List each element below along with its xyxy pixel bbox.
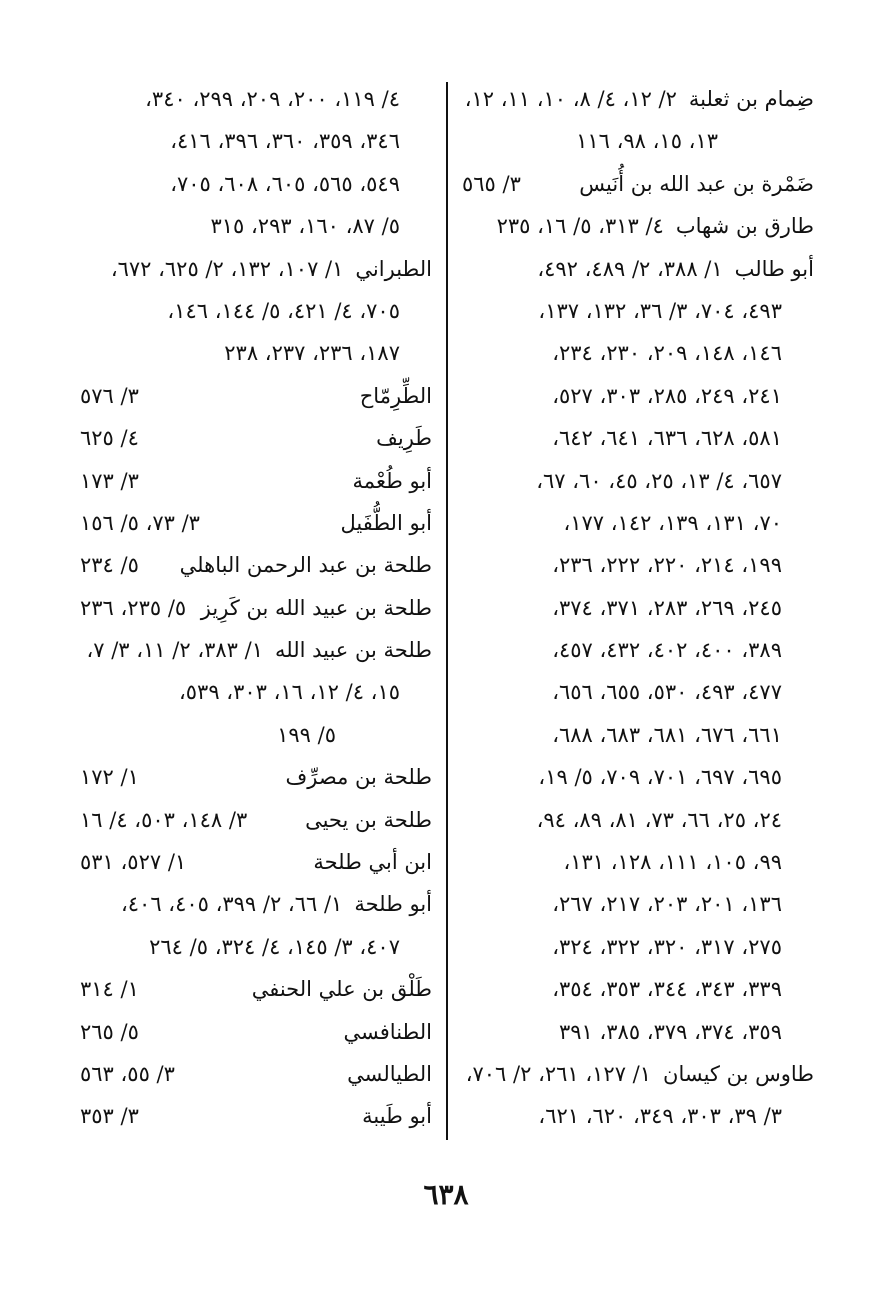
index-continuation-line: ٢٤١، ٢٤٩، ٢٨٥، ٣٠٣، ٥٢٧،: [552, 383, 782, 408]
index-continuation-line: ٣٥٩، ٣٧٤، ٣٧٩، ٣٨٥، ٣٩١: [558, 1019, 782, 1044]
entry-references: ٣/ ٥٧٦: [80, 383, 139, 408]
entry-name: الطنافسي: [343, 1019, 432, 1044]
index-entry: [80, 375, 432, 417]
entry-references: ٥/ ٢٦٥: [80, 1019, 139, 1044]
index-entry: [80, 1053, 432, 1095]
entry-name: طَلْق بن علي الحنفي: [251, 977, 432, 1002]
index-continuation-line: ٩٩، ١٠٥، ١١١، ١٢٨، ١٣١،: [563, 850, 782, 875]
entry-references: ٥/ ٢٣٥، ٢٣٦: [80, 595, 187, 620]
index-continuation-line: ٥٨١، ٦٢٨، ٦٣٦، ٦٤١، ٦٤٢،: [552, 426, 782, 451]
index-continuation-line: ٦٩٥، ٦٩٧، ٧٠١، ٧٠٩، ٥/ ١٩،: [538, 765, 782, 790]
index-entry: [462, 163, 814, 205]
entry-references: ١/ ٣٨٣، ٢/ ١١، ٣/ ٧،: [86, 638, 263, 663]
index-entry: [80, 502, 432, 544]
index-entry: [80, 883, 432, 925]
index-entry: [80, 544, 432, 586]
index-entry: [80, 841, 432, 883]
column-divider: [446, 82, 448, 1140]
entry-references: ١/ ٣٨٨، ٢/ ٤٨٩، ٤٩٢،: [537, 256, 723, 281]
index-continuation-line: ٤٩٣، ٧٠٤، ٣/ ٣٦، ١٣٢، ١٣٧،: [538, 298, 782, 323]
index-continuation-line: ٦٥٧، ٤/ ١٣، ٢٥، ٤٥، ٦٠، ٦٧،: [536, 468, 782, 493]
entry-name: الطِّرِمّاح: [359, 383, 432, 408]
entry-name: طاوس بن كيسان: [663, 1061, 814, 1086]
entry-name: أبو طَيبة: [362, 1104, 432, 1129]
index-continuation-line: ١٣، ١٥، ٩٨، ١١٦: [576, 129, 718, 154]
entry-references: ٣/ ١٧٣: [80, 468, 139, 493]
entry-references: ١/ ٥٢٧، ٥٣١: [80, 850, 187, 875]
index-continuation-line: ٢٤٥، ٢٦٩، ٢٨٣، ٣٧١، ٣٧٤،: [552, 595, 782, 620]
entry-references: ١/ ١٧٢: [80, 765, 139, 790]
entry-name: طارق بن شهاب: [675, 214, 814, 239]
index-entry: [80, 460, 432, 502]
index-entry: [462, 78, 814, 120]
index-continuation-line: ٢٤، ٢٥، ٦٦، ٧٣، ٨١، ٨٩، ٩٤،: [536, 807, 782, 832]
entry-references: ٤/ ٣١٣، ٥/ ١٦، ٢٣٥: [496, 214, 664, 239]
entry-name: أبو طلحة: [354, 892, 432, 917]
index-continuation-line: ٧٠، ١٣١، ١٣٩، ١٤٢، ١٧٧،: [563, 510, 782, 535]
index-continuation-line: ٥/ ١٩٩: [277, 722, 336, 747]
entry-references: ١/ ١٢٧، ٢٦١، ٢/ ٧٠٦،: [465, 1061, 652, 1086]
left-index-column: [80, 78, 432, 1138]
index-entry: [80, 587, 432, 629]
index-entry: [80, 1011, 432, 1053]
entry-name: أبو طُعْمة: [352, 468, 432, 493]
index-entry: [80, 417, 432, 459]
index-continuation-line: ١٥، ٤/ ١٢، ١٦، ٣٠٣، ٥٣٩،: [178, 680, 400, 705]
entry-name: طلحة بن عبد الرحمن الباهلي: [179, 553, 432, 578]
entry-references: ٣/ ٧٣، ٥/ ١٥٦: [80, 510, 200, 535]
index-entry: [80, 248, 432, 290]
index-entry: [80, 1095, 432, 1137]
index-continuation-line: ١٣٦، ٢٠١، ٢٠٣، ٢١٧، ٢٦٧،: [552, 892, 782, 917]
index-continuation-line: ١٨٧، ٢٣٦، ٢٣٧، ٢٣٨: [224, 341, 400, 366]
index-continuation-line: ٥٤٩، ٥٦٥، ٦٠٥، ٦٠٨، ٧٠٥،: [170, 171, 400, 196]
index-continuation-line: ٣/ ٣٩، ٣٠٣، ٣٤٩، ٦٢٠، ٦٢١،: [538, 1104, 782, 1129]
entry-name: طلحة بن مصرِّف: [285, 765, 432, 790]
entry-references: ٢/ ١٢، ٤/ ٨، ١٠، ١١، ١٢،: [464, 87, 677, 111]
entry-name: ابن أبي طلحة: [313, 850, 432, 875]
entry-name: أبو الطُّفَيل: [340, 510, 432, 535]
entry-name: طَرِيف: [376, 426, 432, 451]
index-entry: [462, 1053, 814, 1095]
entry-name: ضَمْرة بن عبد الله بن أُنَيس: [579, 171, 814, 196]
index-entry: [462, 205, 814, 247]
entry-references: ٣/ ١٤٨، ٥٠٣، ٤/ ١٦: [80, 807, 248, 832]
entry-references: ١/ ١٠٧، ١٣٢، ٢/ ٦٢٥، ٦٧٢،: [110, 256, 344, 281]
index-entry: [80, 968, 432, 1010]
entry-name: الطيالسي: [347, 1061, 432, 1086]
index-continuation-line: ٢٧٥، ٣١٧، ٣٢٠، ٣٢٢، ٣٢٤،: [552, 934, 782, 959]
entry-name: طلحة بن عبيد الله بن كَرِيز: [200, 595, 432, 620]
entry-references: ١/ ٣١٤: [80, 977, 139, 1002]
index-continuation-line: ٤/ ١١٩، ٢٠٠، ٢٠٩، ٢٩٩، ٣٤٠،: [145, 87, 400, 111]
entry-references: ٥/ ٢٣٤: [80, 553, 139, 578]
index-entry: [80, 756, 432, 798]
index-continuation-line: ٧٠٥، ٤/ ٤٢١، ٥/ ١٤٤، ١٤٦،: [167, 298, 400, 323]
entry-references: ٤/ ٦٢٥: [80, 426, 139, 451]
entry-references: ٣/ ٣٥٣: [80, 1104, 139, 1129]
right-index-column: [462, 78, 814, 1138]
index-entry: [80, 799, 432, 841]
index-continuation-line: ٤٧٧، ٤٩٣، ٥٣٠، ٦٥٥، ٦٥٦،: [552, 680, 782, 705]
index-entry: [462, 248, 814, 290]
index-continuation-line: ٥/ ٨٧، ١٦٠، ٢٩٣، ٣١٥: [210, 214, 400, 239]
index-continuation-line: ٦٦١، ٦٧٦، ٦٨١، ٦٨٣، ٦٨٨،: [552, 722, 782, 747]
index-continuation-line: ١٤٦، ١٤٨، ٢٠٩، ٢٣٠، ٢٣٤،: [552, 341, 782, 366]
entry-name: أبو طالب: [734, 256, 814, 281]
index-continuation-line: ٤٠٧، ٣/ ١٤٥، ٤/ ٣٢٤، ٥/ ٢٦٤: [149, 934, 400, 959]
index-continuation-line: ٣٣٩، ٣٤٣، ٣٤٤، ٣٥٣، ٣٥٤،: [552, 977, 782, 1002]
entry-name: طلحة بن عبيد الله: [274, 638, 432, 663]
entry-name: طلحة بن يحيى: [305, 807, 432, 832]
entry-references: ٣/ ٥٦٥: [462, 171, 521, 196]
entry-references: ١/ ٦٦، ٢/ ٣٩٩، ٤٠٥، ٤٠٦،: [120, 892, 343, 917]
index-entry: [80, 629, 432, 671]
index-continuation-line: ٣٨٩، ٤٠٠، ٤٠٢، ٤٣٢، ٤٥٧،: [552, 638, 782, 663]
entry-name: الطبراني: [355, 256, 432, 281]
index-continuation-line: ٣٤٦، ٣٥٩، ٣٦٠، ٣٩٦، ٤١٦،: [170, 129, 400, 154]
index-continuation-line: ١٩٩، ٢١٤، ٢٢٠، ٢٢٢، ٢٣٦،: [552, 553, 782, 578]
entry-references: ٣/ ٥٥، ٥٦٣: [80, 1061, 175, 1086]
entry-name: ضِمام بن ثعلبة: [688, 87, 814, 111]
page-number: ٦٣٨: [423, 1178, 469, 1211]
